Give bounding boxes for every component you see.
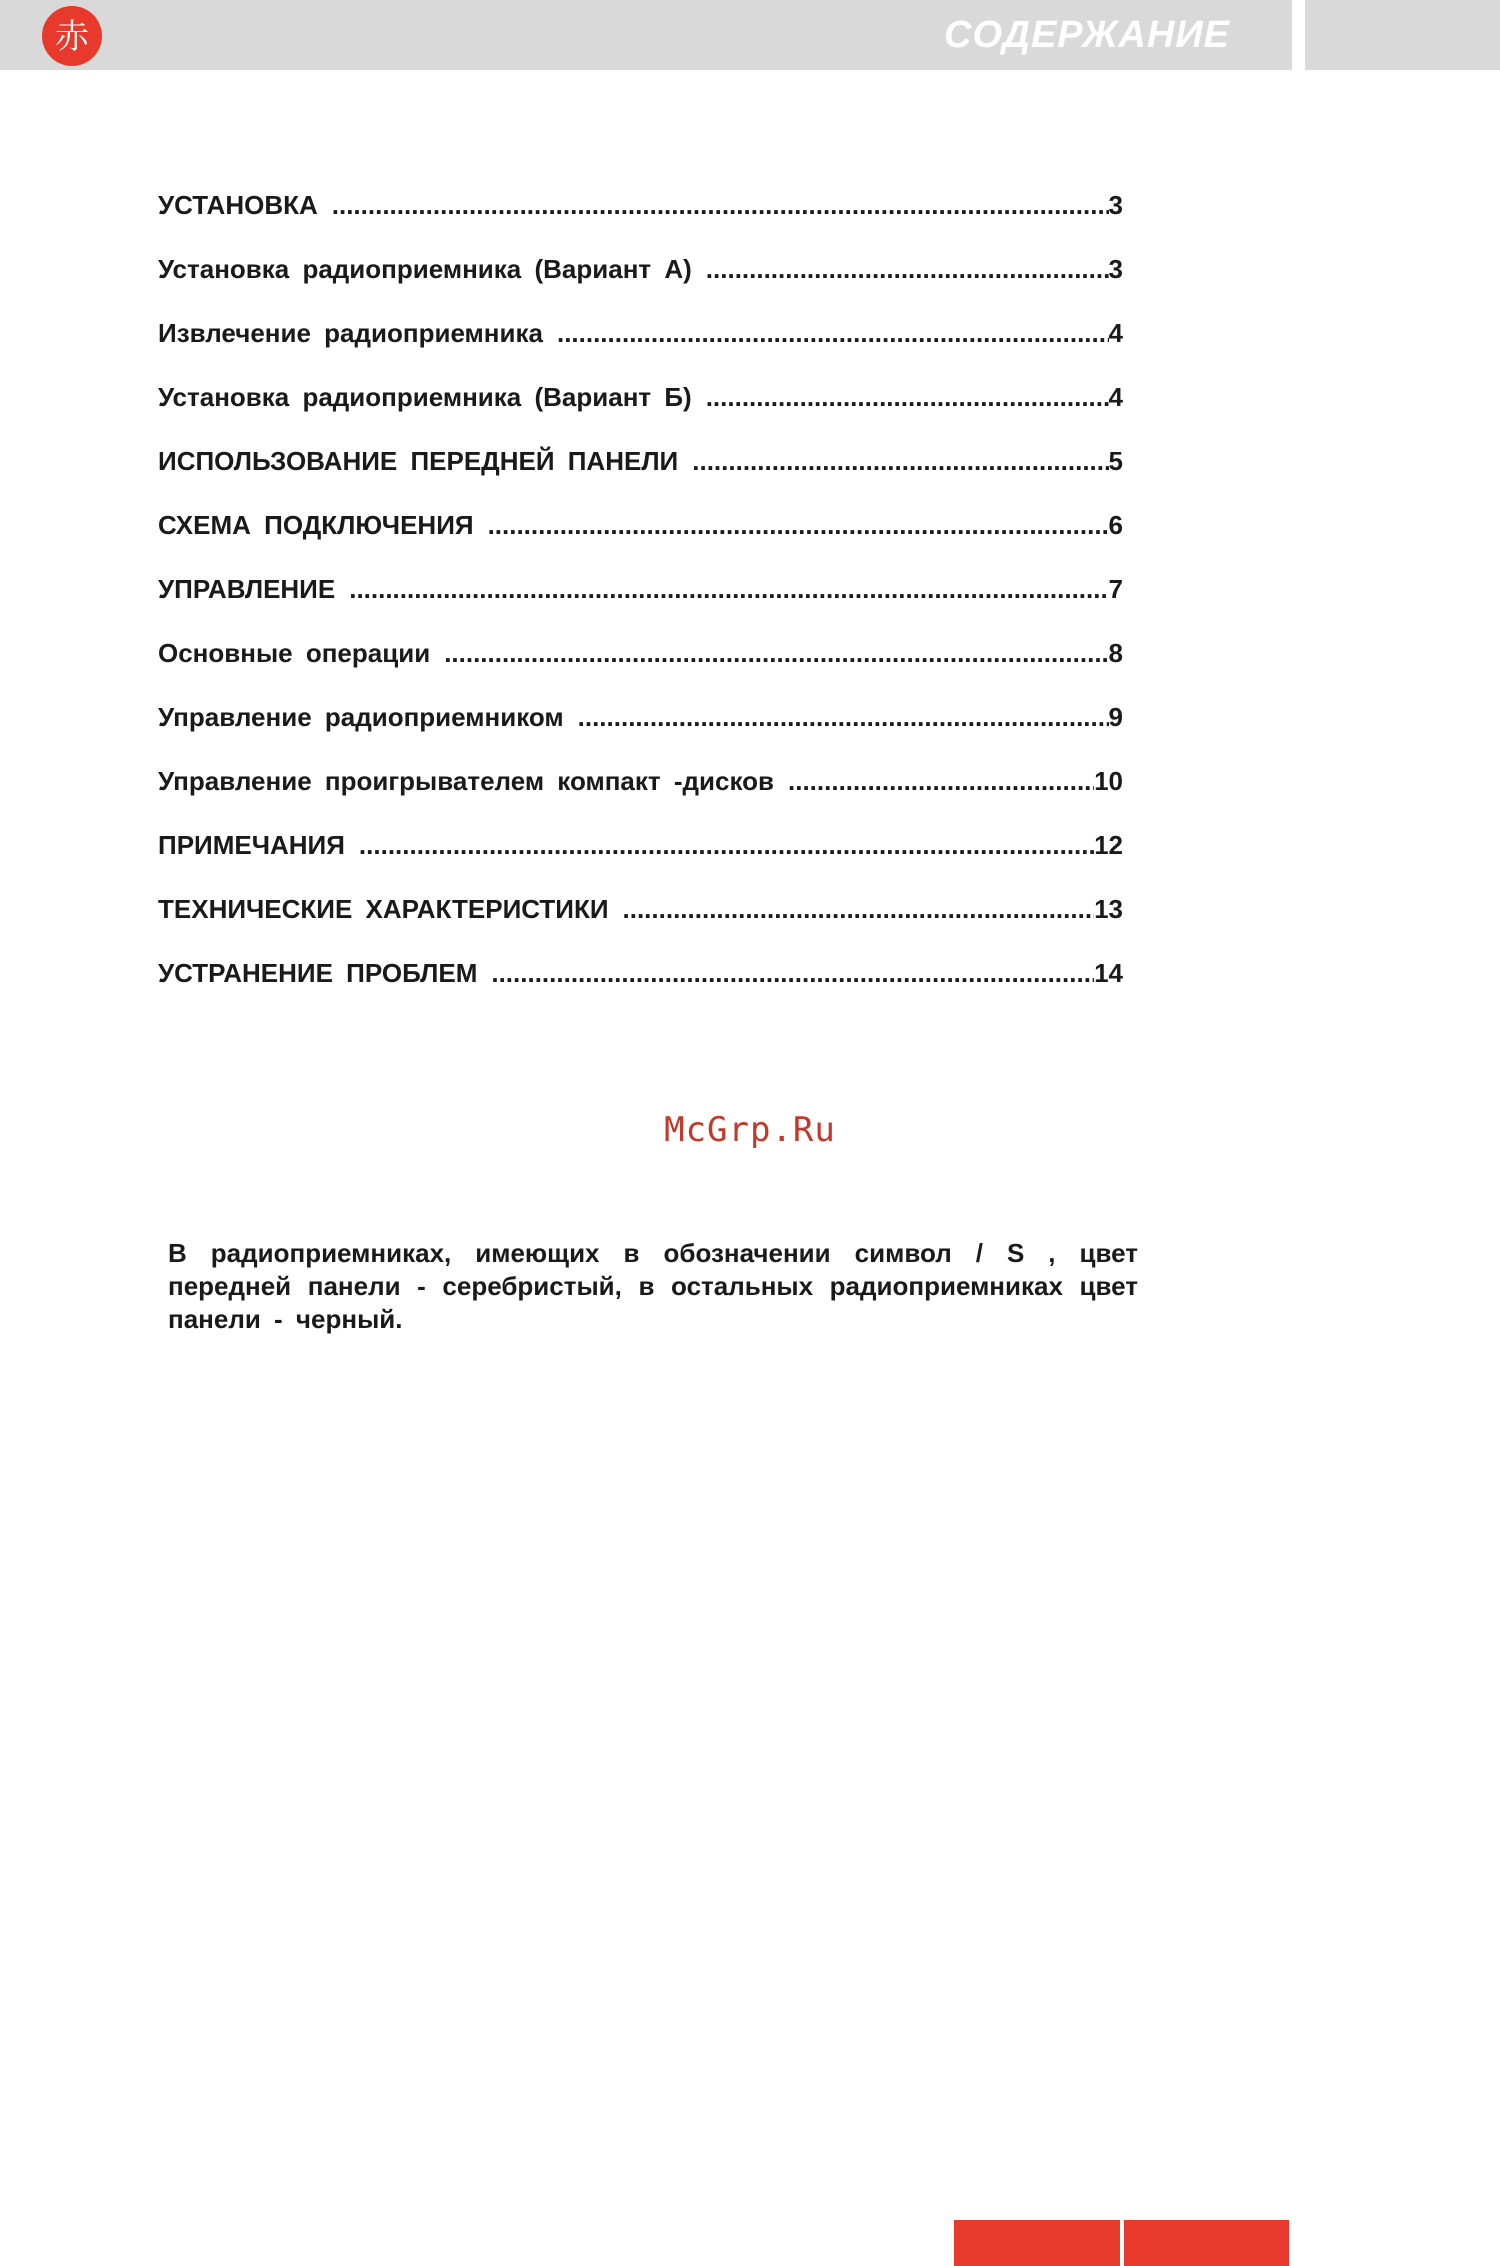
- toc-entry-label: Извлечение радиоприемника: [158, 318, 543, 348]
- toc-entry-leader: [706, 382, 1109, 413]
- toc-entry[interactable]: [158, 190, 1123, 254]
- toc-entry[interactable]: [158, 702, 1123, 766]
- page-title: СОДЕРЖАНИЕ: [944, 14, 1230, 56]
- header-tab: [1305, 0, 1500, 70]
- toc-entry-page: 7: [1108, 574, 1123, 604]
- toc-entry-label: СХЕМА ПОДКЛЮЧЕНИЯ: [158, 510, 474, 540]
- toc-entry-label: УПРАВЛЕНИЕ: [158, 574, 336, 604]
- toc-entry[interactable]: [158, 382, 1123, 446]
- toc-entry-label: ИСПОЛЬЗОВАНИЕ ПЕРЕДНЕЙ ПАНЕЛИ: [158, 446, 679, 476]
- toc-entry-page: 5: [1108, 446, 1123, 476]
- toc-entry-leader: [623, 894, 1095, 925]
- toc-entry[interactable]: [158, 830, 1123, 894]
- toc-entry-page: 13: [1094, 894, 1123, 924]
- toc-entry[interactable]: [158, 254, 1123, 318]
- toc-entry-label: Управление радиоприемником: [158, 702, 564, 732]
- toc-entry-leader: [788, 766, 1094, 797]
- toc-entry-page: 4: [1108, 382, 1123, 412]
- toc-entry[interactable]: [158, 574, 1123, 638]
- toc-entry-leader: [557, 318, 1109, 349]
- toc-entry-label: УСТАНОВКА: [158, 190, 318, 220]
- toc-entry-leader: [359, 830, 1094, 861]
- logo-glyph-icon: [42, 6, 102, 66]
- toc-entry-label: Установка радиоприемника (Вариант А): [158, 254, 692, 284]
- toc-entry-page: 3: [1108, 254, 1123, 284]
- toc-entry-leader: [692, 446, 1108, 477]
- footer-block-left: [954, 2220, 1120, 2266]
- toc-entry[interactable]: [158, 958, 1123, 1022]
- toc-entry-leader: [332, 190, 1109, 221]
- toc-entry-leader: [444, 638, 1108, 669]
- toc-entry-page: 4: [1108, 318, 1123, 348]
- toc-entry[interactable]: [158, 766, 1123, 830]
- toc-entry-page: 3: [1108, 190, 1123, 220]
- toc-entry-label: УСТРАНЕНИЕ ПРОБЛЕМ: [158, 958, 478, 988]
- note-paragraph: В радиоприемниках, имеющих в обозначении символ / S , цвет передней панели - серебристый, в остальных радиоприемниках цвет панели - черный.: [168, 1238, 1138, 1334]
- toc-entry[interactable]: [158, 318, 1123, 382]
- logo-glyph: 赤: [55, 17, 89, 57]
- toc-entry-label: Основные операции: [158, 638, 431, 668]
- toc-entry-leader: [491, 958, 1094, 989]
- toc-entry-page: 6: [1108, 510, 1123, 540]
- watermark[interactable]: McGrp.Ru: [664, 1110, 836, 1150]
- toc-entry[interactable]: [158, 894, 1123, 958]
- toc-entry-page: 8: [1108, 638, 1123, 668]
- toc-entry-label: Установка радиоприемника (Вариант Б): [158, 382, 692, 412]
- toc-entry-page: 10: [1094, 766, 1123, 796]
- toc-entry-label: Управление проигрывателем компакт -дисков: [158, 766, 774, 796]
- toc-entry-page: 12: [1094, 830, 1123, 860]
- footer-block-right: [1124, 2220, 1289, 2266]
- toc-entry[interactable]: [158, 638, 1123, 702]
- toc-entry[interactable]: [158, 446, 1123, 510]
- toc-entry-leader: [349, 574, 1108, 605]
- toc-entry-leader: [578, 702, 1109, 733]
- toc-entry-leader: [488, 510, 1109, 541]
- toc-entry[interactable]: [158, 510, 1123, 574]
- toc-entry-label: ПРИМЕЧАНИЯ: [158, 830, 345, 860]
- toc-entry-leader: [706, 254, 1109, 285]
- table-of-contents: [158, 190, 1123, 1022]
- toc-entry-label: ТЕХНИЧЕСКИЕ ХАРАКТЕРИСТИКИ: [158, 894, 609, 924]
- toc-entry-page: 14: [1094, 958, 1123, 988]
- brand-logo-icon: [42, 6, 102, 66]
- toc-entry-page: 9: [1108, 702, 1123, 732]
